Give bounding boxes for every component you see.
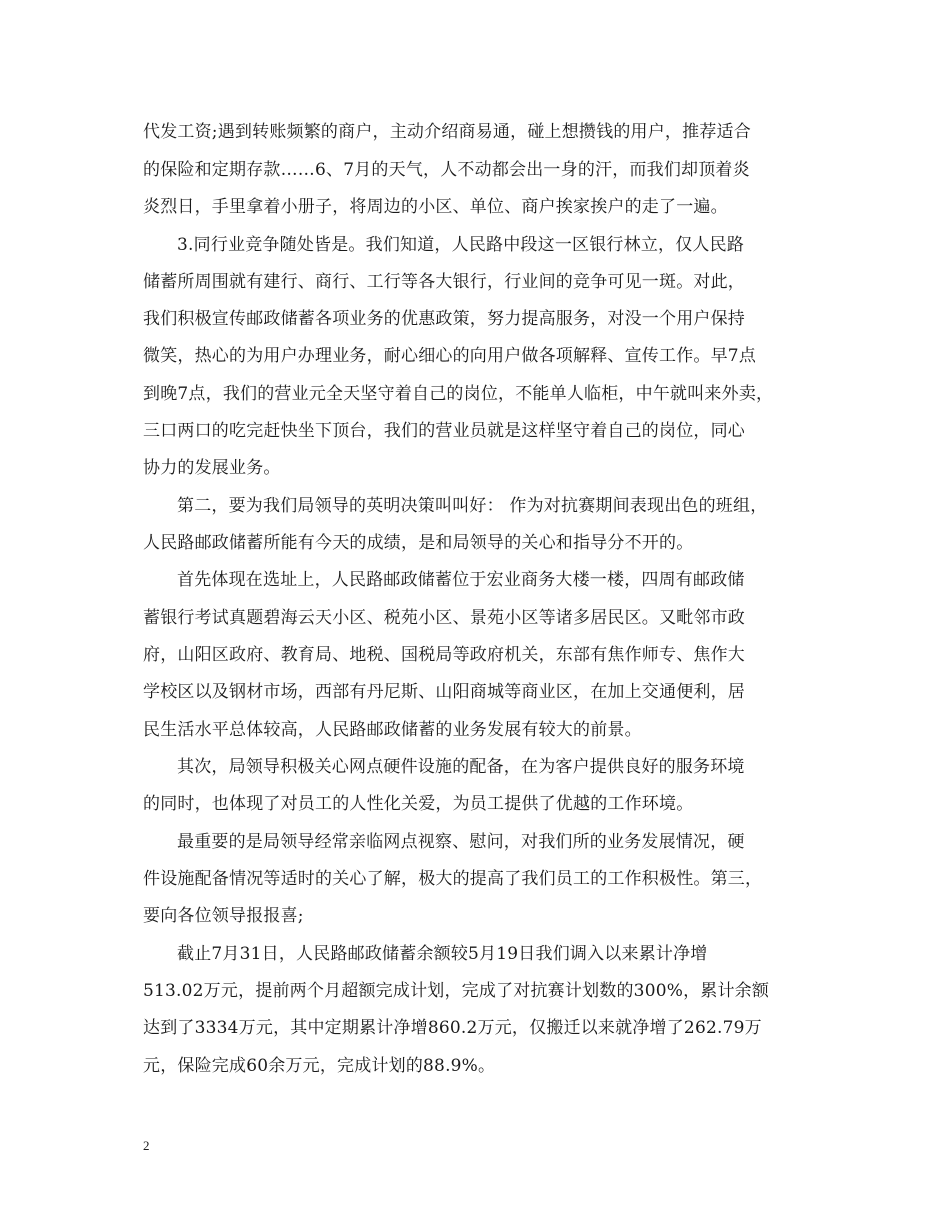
text-line: 件设施配备情况等适时的关心了解，极大的提高了我们员工的工作积极性。第三， — [143, 869, 763, 889]
text-line: 的保险和定期存款……6、7月的天气，人不动都会出一身的汗，而我们却顶着炎 — [143, 160, 750, 180]
text-line: 要向各位领导报报喜; — [143, 906, 304, 926]
text-line: 储蓄所周围就有建行、商行、工行等各大银行，行业间的竞争可见一斑。对此， — [143, 272, 745, 292]
text-line: 截止7月31日，人民路邮政储蓄余额较5月19日我们调入以来累计净增 — [177, 944, 708, 964]
text-line: 人民路邮政储蓄所能有今天的成绩，是和局领导的关心和指导分不开的。 — [143, 533, 694, 553]
text-line: 元，保险完成60余万元，完成计划的88.9%。 — [143, 1056, 496, 1076]
text-line: 我们积极宣传邮政储蓄各项业务的优惠政策，努力提高服务，对没一个用户保持 — [143, 309, 745, 329]
text-line: 代发工资;遇到转账频繁的商户，主动介绍商易通，碰上想攒钱的用户，推荐适合 — [143, 122, 751, 142]
text-line: 学校区以及钢材市场，西部有丹尼斯、山阳商城等商业区，在加上交通便利，居 — [143, 682, 745, 702]
text-line: 蓄银行考试真题碧海云天小区、税苑小区、景苑小区等诸多居民区。又毗邻市政 — [143, 608, 745, 628]
text-line: 的同时，也体现了对员工的人性化关爱，为员工提供了优越的工作环境。 — [143, 794, 694, 814]
text-line: 3.同行业竞争随处皆是。我们知道，人民路中段这一区银行林立，仅人民路 — [177, 235, 745, 255]
text-line: 炎烈日，手里拿着小册子，将周边的小区、单位、商户挨家挨户的走了一遍。 — [143, 197, 728, 217]
text-line: 三口两口的吃完赶快坐下顶台，我们的营业员就是这样坚守着自己的岗位，同心 — [143, 421, 745, 441]
text-line: 微笑，热心的为用户办理业务，耐心细心的向用户做各项解释、宣传工作。早7点 — [143, 346, 757, 366]
page-number: 2 — [143, 1138, 150, 1153]
text-line: 513.02万元，提前两个月超额完成计划，完成了对抗赛计划数的300%，累计余额 — [143, 981, 770, 1001]
text-line: 首先体现在选址上，人民路邮政储蓄位于宏业商务大楼一楼，四周有邮政储 — [177, 570, 745, 590]
text-line: 民生活水平总体较高，人民路邮政储蓄的业务发展有较大的前景。 — [143, 720, 642, 740]
text-line: 到晚7点，我们的营业元全天坚守着自己的岗位，不能单人临柜，中午就叫来外卖， — [143, 384, 774, 404]
text-line: 最重要的是局领导经常亲临网点视察、慰问，对我们所的业务发展情况，硬 — [177, 832, 745, 852]
text-line: 达到了3334万元，其中定期累计净增860.2万元，仅搬迁以来就净增了262.79万 — [143, 1018, 762, 1038]
text-line: 府，山阳区政府、教育局、地税、国税局等政府机关，东部有焦作师专、焦作大 — [143, 645, 745, 665]
text-line: 其次，局领导积极关心网点硬件设施的配备，在为客户提供良好的服务环境 — [177, 757, 745, 777]
text-line: 协力的发展业务。 — [143, 458, 281, 478]
text-line: 第二，要为我们局领导的英明决策叫叫好： 作为对抗赛期间表现出色的班组， — [177, 496, 768, 516]
